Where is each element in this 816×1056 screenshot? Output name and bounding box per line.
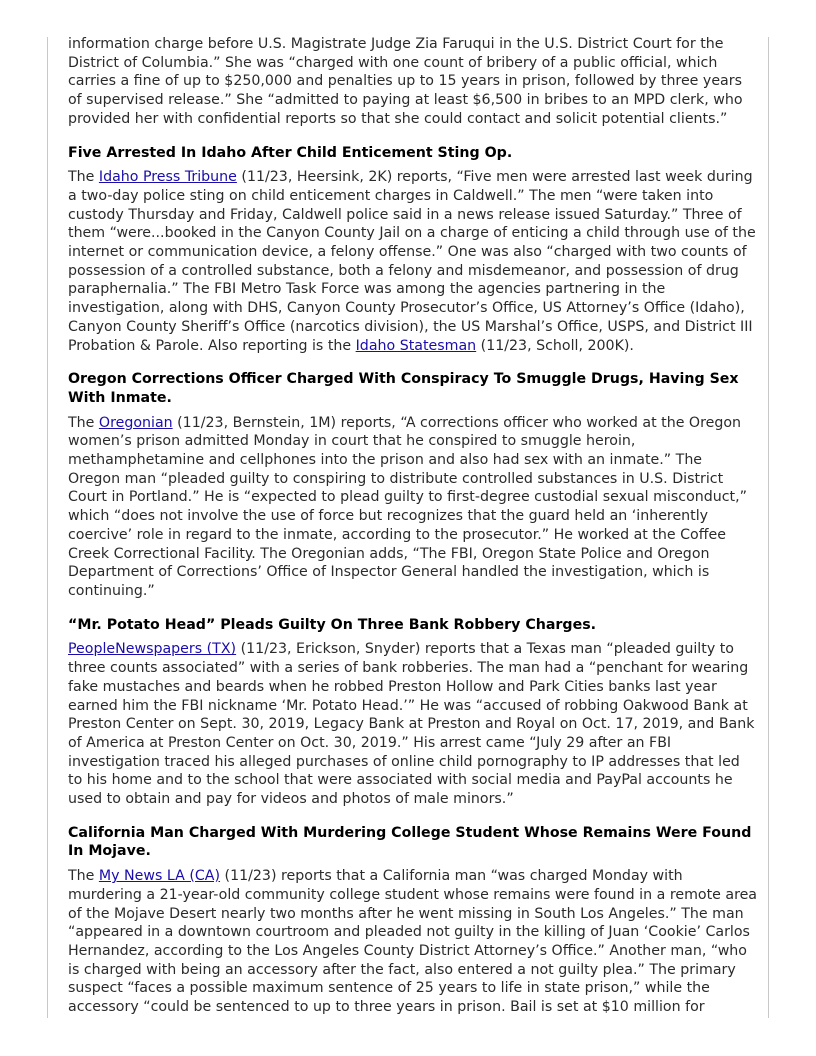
article-headline: Five Arrested In Idaho After Child Enticement Sting Op.	[68, 144, 513, 161]
right-margin-rule	[768, 37, 769, 1018]
article-headline: “Mr. Potato Head” Pleads Guilty On Three Bank Robbery Charges.	[68, 616, 597, 633]
left-margin-rule	[47, 37, 48, 1018]
article-potato-head	[68, 616, 758, 809]
source-link-my-news-la[interactable]: My News LA (CA)	[98, 868, 221, 885]
source-link-people-newspapers[interactable]: PeopleNewspapers (TX)	[68, 641, 237, 658]
article-headline: California Man Charged With Murdering College Student Whose Remains Were Found In Mojave.	[68, 824, 752, 860]
article-body: PeopleNewspapers (TX) (11/23, Erickson, Snyder) reports that a Texas man “pleaded guilty to three counts associated” with a series of bank robberies. The man had a “penchant for wearing fake mustaches and beards when he robbed Preston Hollow and Park Cities banks last year earned him the FBI nickname ‘Mr. Potato Head.’” He was “accused of robbing Oakwood Bank at Preston Center on Sept. 30, 2019, Legacy Bank at Preston and Royal on Oct. 17, 2019, and Bank of America at Preston Center on Oct. 30, 2019.” His arrest came “July 29 after an FBI investigation traced his alleged purchases of online child pornography to IP addresses that led to his home and to the school that were associated with social media and PayPal accounts he used to obtain and pay for videos and photos of male minors.”	[68, 641, 755, 808]
source-link-oregonian[interactable]: Oregonian	[98, 414, 173, 431]
article-body: The My News LA (CA) (11/23) reports that a California man “was charged Monday with murdering a 21-year-old community college student whose remains were found in a remote area of the Mojave Desert nearly two months after he went missing in South Los Angeles.” The man “appeared in a downtown courtroom and pleaded not guilty in the killing of Juan ‘Cookie’ Carlos Hernandez, according to the Los Angeles County District Attorney’s Office.” Another man, “who is charged with being an accessory after the fact, also entered a not guilty plea.” The primary suspect “faces a possible maximum sentence of 25 years to life in state prison,” while the accessory “could be sentenced to up to three years in prison. Bail is set at $10 million for	[68, 868, 758, 1016]
article-body: The Idaho Press Tribune (11/23, Heersink, 2K) reports, “Five men were arrested last week during a two-day police sting on child enticement charges in Caldwell.” The men “were taken into custody Thursday and Friday, Caldwell police said in a news release issued Saturday.” Three of them “were...booked in the Canyon County Jail on a charge of enticing a child through use of the internet or communication device, a felony offense.” One was also “charged with two counts of possession of a controlled substance, both a felony and misdemeanor, and possession of drug paraphernalia.” The FBI Metro Task Force was among the agencies partnering in the investigation, along with DHS, Canyon County Prosecutor’s Office, US Attorney’s Office (Idaho), Canyon County Sheriff’s Office (narcotics division), the US Marshal’s Office, USPS, and District III Probation & Parole. Also reporting is the Idaho Statesman (11/23, Scholl, 200K).	[68, 169, 756, 354]
source-link-idaho-press-tribune[interactable]: Idaho Press Tribune	[98, 169, 237, 186]
source-link-idaho-statesman[interactable]: Idaho Statesman	[355, 337, 477, 354]
article-body: The Oregonian (11/23, Bernstein, 1M) reports, “A corrections officer who worked at the Oregon women’s prison admitted Monday in court that he conspired to smuggle heroin, methamphetamine and cellphones into the prison and also had sex with an inmate.” The Oregon man “pleaded guilty to conspiring to distribute controlled substances in U.S. District Court in Portland.” He is “expected to plead guilty to first-degree custodial sexual misconduct,” which “does not involve the use of force but recognizes that the guard held an ‘inherently coercive’ role in regard to the inmate, according to the prosecutor.” He worked at the Coffee Creek Correctional Facility. The Oregonian adds, “The FBI, Oregon State Police and Oregon Department of Corrections’ Office of Inspector General handled the investigation, which is continuing.”	[68, 414, 747, 599]
article-headline: Oregon Corrections Officer Charged With Conspiracy To Smuggle Drugs, Having Sex With Inmate.	[68, 371, 739, 406]
document-body	[68, 35, 758, 1017]
article-oregon	[68, 370, 758, 600]
intro-paragraph: information charge before U.S. Magistrate Judge Zia Faruqui in the U.S. District Court for the District of Columbia.” She was “charged with one count of bribery of a public official, which carries a fine of up to $250,000 and penalties up to 15 years in prison, followed by three years of supervised release.” She “admitted to paying at least $6,500 in bribes to an MPD clerk, who provided her with confidential reports so that she could contact and solicit potential clients.”	[68, 36, 743, 127]
article-california	[68, 824, 758, 1017]
article-idaho	[68, 144, 758, 356]
